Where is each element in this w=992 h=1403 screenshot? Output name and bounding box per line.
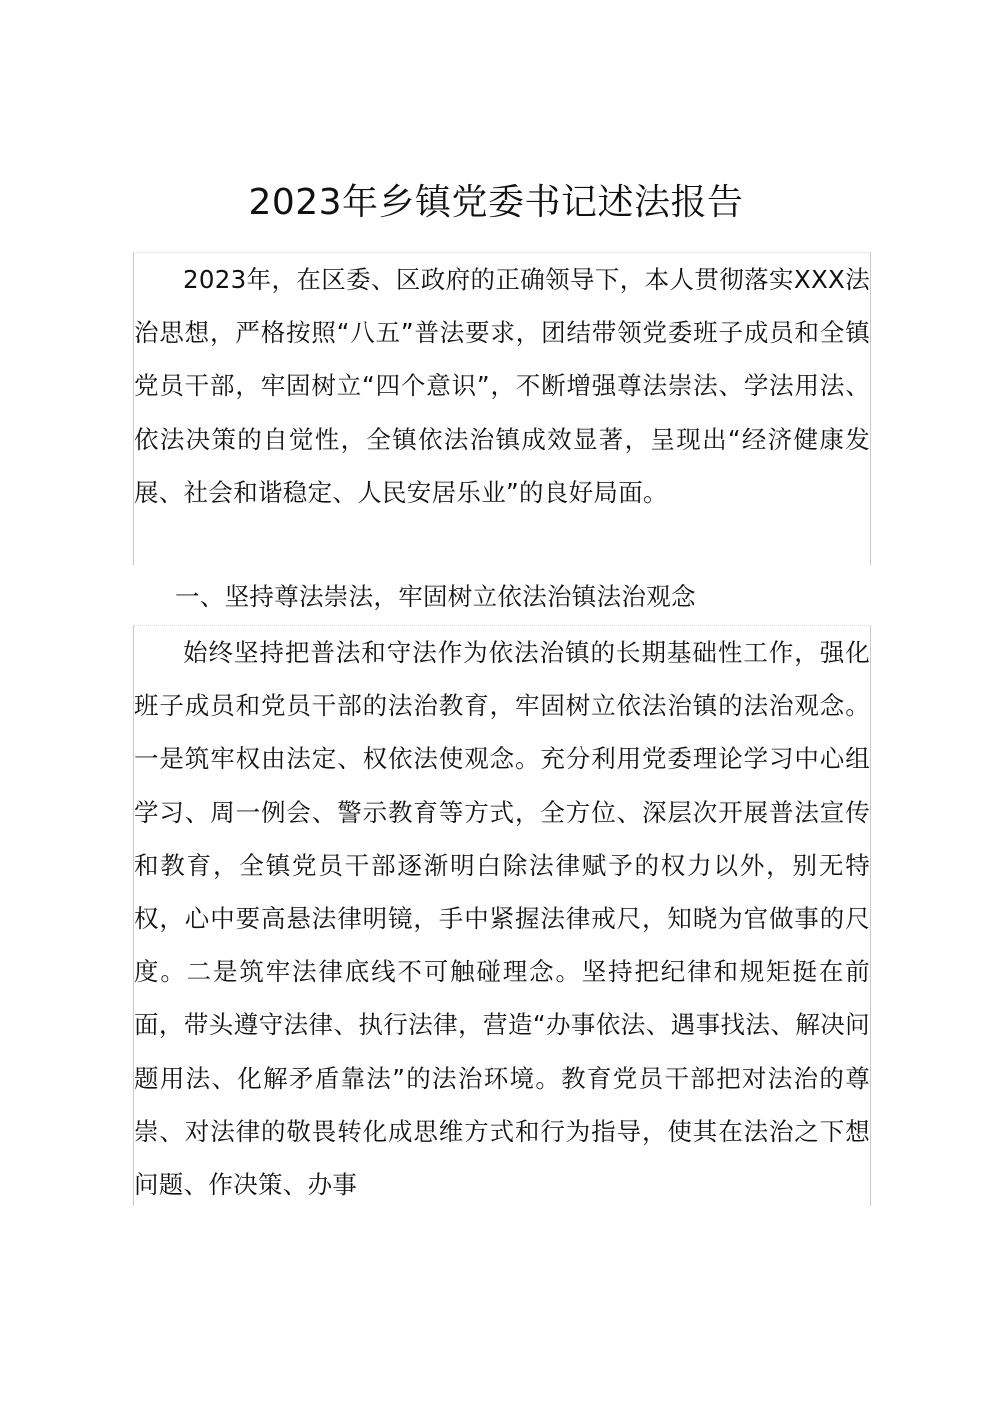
intro-paragraph: 2023年，在区委、区政府的正确领导下，本人贯彻落实XXX法治思想，严格按照“八五”普法要求，团结带领党委班子成员和全镇党员干部，牢固树立“四个意识”，不断增强尊法崇法、学法用法、依法决策的自觉性，全镇依法治镇成效显著，呈现出“经济健康发展、社会和谐稳定、人民安居乐业”的良好局面。 — [134, 265, 870, 507]
intro-section — [133, 252, 871, 565]
document-title: 2023年乡镇党委书记述法报告 — [248, 182, 744, 223]
section-1-body — [133, 625, 871, 1206]
section-1-heading: 一、坚持尊法崇法，牢固树立依法治镇法治观念 — [175, 582, 696, 611]
section-1-paragraph: 始终坚持把普法和守法作为依法治镇的长期基础性工作，强化班子成员和党员干部的法治教育，牢固树立依法治镇的法治观念。一是筑牢权由法定、权依法使观念。充分利用党委理论学习中心组学习、周一例会、警示教育等方式，全方位、深层次开展普法宣传和教育，全镇党员干部逐渐明白除法律赋予的权力以外，别无特权，心中要高悬法律明镜，手中紧握法律戒尺，知晓为官做事的尺度。二是筑牢法律底线不可触碰理念。坚持把纪律和规矩挺在前面，带头遵守法律、执行法律，营造“办事依法、遇事找法、解决问题用法、化解矛盾靠法”的法治环境。教育党员干部把对法治的尊崇、对法律的敬畏转化成思维方式和行为指导，使其在法治之下想问题、作决策、办事 — [134, 638, 870, 1200]
